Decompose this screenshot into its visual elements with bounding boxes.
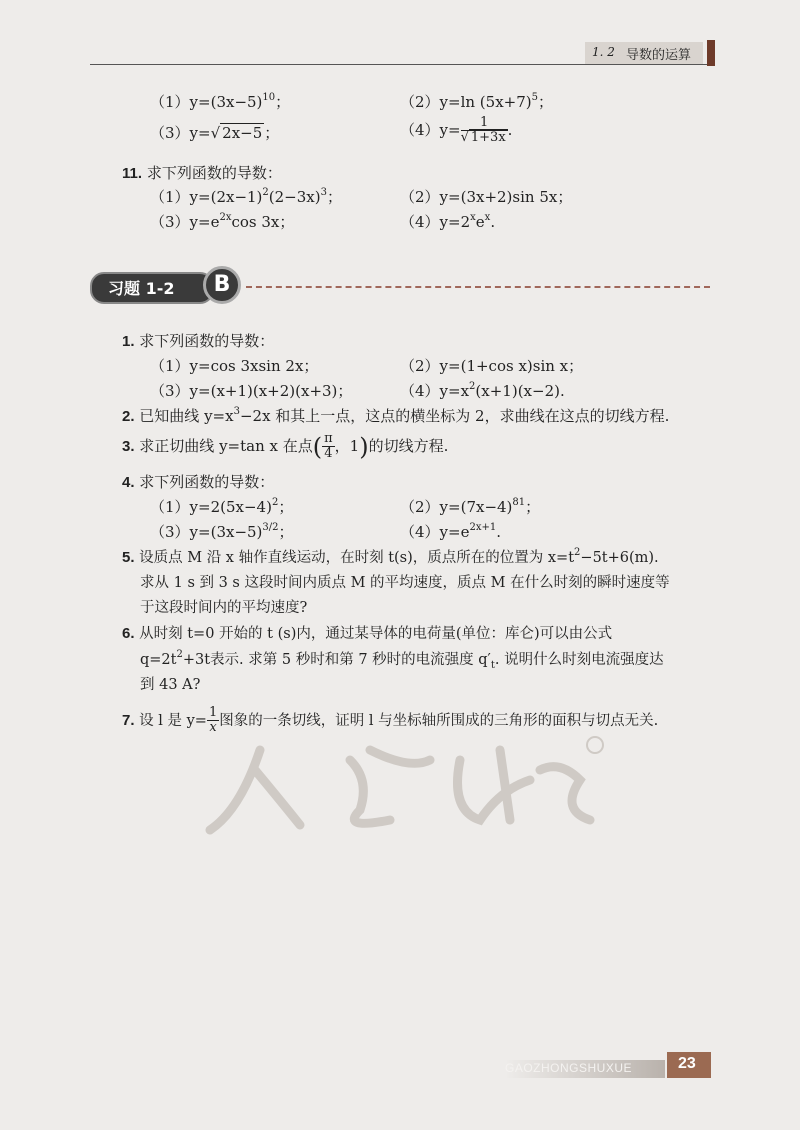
q4-item-1: $(1)y=2(5x-4)^2$； xyxy=(150,497,294,516)
q1-item-1: （1）y=cos 3xsin 2x； xyxy=(150,357,319,375)
top-item-4: （4）y= $\frac{1}{√ 1+3x}$ . xyxy=(400,115,513,146)
top-item-2: （2）y=ln $(5x+7)^5$； xyxy=(400,92,554,111)
q4-item-4: $(4)y=e^{2x+1}$. xyxy=(400,522,501,541)
q6-line-2: $q=2t^2+3t$表示. 求第 5 秒时和第 7 秒时的电流强度 $q'_t$. 说明什么时刻电流强度达 xyxy=(140,649,664,671)
q5-line-3: 于这段时间内的平均速度? xyxy=(140,600,308,616)
q4-item-2: $(2)y=(7x-4)^{81}$； xyxy=(400,497,541,516)
q2: 2. 已知曲线 $y=x^3-2x$ 和其上一点，这点的横坐标为 2，求曲线在这点的切线方程. xyxy=(122,406,670,425)
q6-line-3: 到 43 A? xyxy=(140,677,201,693)
q3: 3. 求正切曲线 y=tan x 在点( $\frac{\pi}{4}$ ，1)的切线方程. xyxy=(122,431,449,462)
banner-dotted-line xyxy=(246,286,710,288)
q1-item-3: （3）y=(x+1)(x+2)(x+3)； xyxy=(150,382,353,400)
q4-title: 4. 求下列函数的导数： xyxy=(122,473,275,491)
q4-item-3: $(3)y=(3x-5)^{3/2}$； xyxy=(150,522,294,541)
q5-line-2: 求从 1 s 到 3 s 这段时间内质点 M 的平均速度，质点 M 在什么时刻的瞬时速度等 xyxy=(140,575,670,591)
header-title: 导数的运算 xyxy=(626,48,692,63)
q11-item-1: $(1)y=(2x-1)^2(2-3x)^3$； xyxy=(150,187,342,206)
q1-item-4: $(4)y=x^2(x+1)(x-2)$. xyxy=(400,381,565,400)
q11-item-3: $(3)y=e^{2x}\cos$ 3x； xyxy=(150,212,295,231)
q11-title: 11. 求下列函数的导数： xyxy=(122,164,282,182)
top-item-3: （3）y=√ 2x−5 ； xyxy=(150,124,280,142)
header-section: 1. 2 xyxy=(592,45,615,59)
q11-item-4: $(4)y=2^xe^x$. xyxy=(400,212,496,231)
q1-item-2: （2）y=(1+cos x)sin x； xyxy=(400,357,584,375)
q11-item-2: （2）y=(3x+2)sin 5x； xyxy=(400,188,573,206)
q5-line-1: 5. 设质点 M 沿 x 轴作直线运动，在时刻 t(s)，质点所在的位置为 $x=t^2-5t+6(m)$. xyxy=(122,547,659,566)
page-number: 23 xyxy=(678,1055,696,1072)
q1-title: 1. 求下列函数的导数： xyxy=(122,332,275,350)
exercise-banner-label: 习题 1-2 xyxy=(108,279,175,298)
top-item-1: $(1)y=(3x-5)^{10}$； xyxy=(150,92,291,111)
watermark-logo xyxy=(200,720,620,850)
header-bar xyxy=(707,40,715,66)
header-rule xyxy=(90,64,710,65)
footer-brand: GAOZHONGSHUXUE xyxy=(505,1061,633,1075)
exercise-badge: B xyxy=(203,266,241,304)
q7: 7. 设 l 是 y= $\frac{1}{x}$ 图象的一条切线，证明 l 与坐标轴所围成的三角形的面积与切点无关. xyxy=(122,705,659,736)
q6-line-1: 6. 从时刻 t=0 开始的 t (s)内，通过某导体的电荷量(单位：库仑)可以由公式 xyxy=(122,625,613,642)
